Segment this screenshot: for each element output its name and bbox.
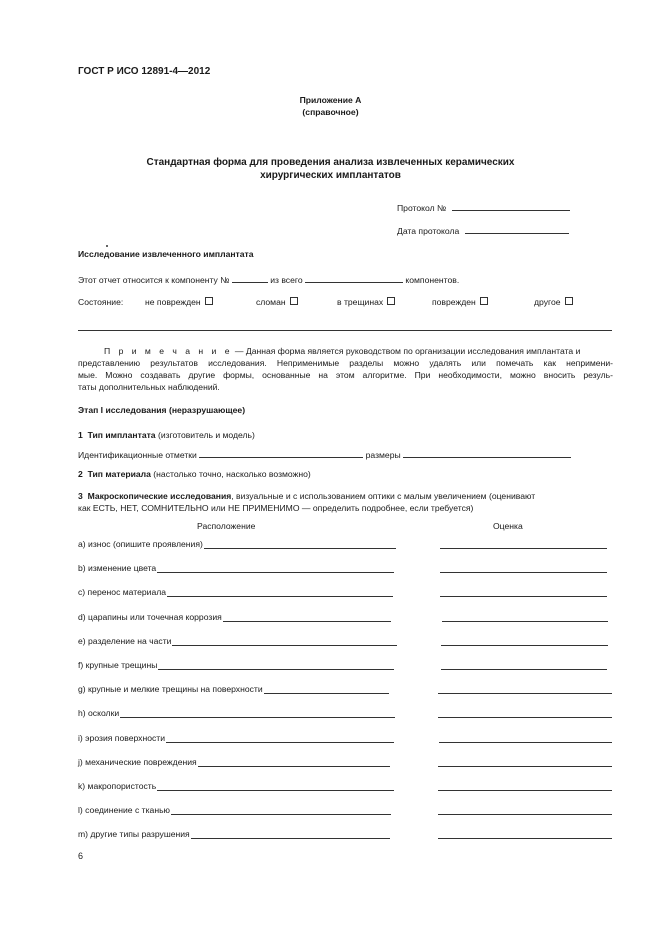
condition-option-cracked[interactable] (337, 297, 395, 307)
section-heading: Исследование извлеченного имплантата (78, 249, 254, 259)
condition-option-label: не поврежден (145, 297, 201, 307)
table-row (78, 660, 618, 672)
checkbox-icon[interactable] (480, 297, 488, 305)
item-1-title: Тип имплантата (87, 430, 156, 440)
component-text-2: из всего (270, 275, 303, 285)
row-label: e) разделение на части (78, 635, 172, 646)
table-row (78, 708, 618, 720)
assessment-blank[interactable] (442, 621, 608, 622)
table-row (78, 829, 618, 841)
form-title-line2: хирургических имплантатов (260, 170, 401, 181)
row-label: c) перенос материала (78, 587, 167, 598)
component-total-blank[interactable] (305, 273, 403, 283)
assessment-blank[interactable] (438, 717, 612, 718)
note-text-1: — Данная форма является руководством по организации исследования имплантата и (232, 346, 581, 356)
assessment-blank[interactable] (438, 838, 612, 839)
assessment-blank[interactable] (440, 572, 607, 573)
protocol-number-label: Протокол № (397, 203, 447, 213)
protocol-number-field[interactable] (397, 201, 570, 213)
document-id: ГОСТ Р ИСО 12891-4—2012 (78, 66, 211, 77)
condition-option-label: сломан (256, 297, 286, 307)
row-label: g) крупные и мелкие трещины на поверхности (78, 684, 263, 695)
assessment-blank[interactable] (440, 596, 607, 597)
item-1-desc: (изготовитель и модель) (155, 430, 255, 440)
row-label: l) соединение с тканью (78, 805, 170, 816)
table-row (78, 781, 618, 793)
condition-option-label: другое (534, 297, 561, 307)
table-row (78, 757, 618, 769)
item-3-title: Макроскопические исследования (87, 491, 232, 501)
item-2-number: 2 (78, 469, 83, 479)
identification-marks-line (78, 448, 571, 460)
item-3-desc-1: , визуальные и с использованием оптики с малым увеличением (оценивают (231, 491, 536, 501)
component-line (78, 273, 459, 285)
item-3-desc-2: как ЕСТЬ, НЕТ, СОМНИТЕЛЬНО или НЕ ПРИМЕНИМО — определить подробнее, если требуется) (78, 503, 474, 513)
checkbox-icon[interactable] (387, 297, 395, 305)
row-label: k) макропористость (78, 781, 157, 791)
protocol-date-label: Дата протокола (397, 226, 460, 236)
condition-label: Состояние: (78, 297, 124, 307)
checkbox-icon[interactable] (205, 297, 213, 305)
row-label: а) износ (опишите проявления) (78, 539, 203, 549)
condition-option-label: в трещинах (337, 297, 384, 307)
assessment-blank[interactable] (441, 645, 608, 646)
row-label: d) царапины или точечная коррозия (78, 611, 222, 622)
condition-option-label: поврежден (432, 297, 476, 307)
condition-option-intact[interactable] (145, 297, 213, 307)
assessment-blank[interactable] (438, 790, 612, 791)
table-row (78, 612, 618, 624)
note-line-1 (78, 346, 613, 358)
checkbox-icon[interactable] (565, 297, 573, 305)
row-label: b) изменение цвета (78, 563, 157, 574)
note-line-3: мые. Можно создавать другие формы, основанные на этом алгоритме. При необходимости, можно вносить резуль- (78, 370, 613, 380)
assessment-blank[interactable] (439, 742, 612, 743)
item-1 (78, 430, 255, 440)
appendix-subtitle: (справочное) (302, 107, 359, 117)
row-label: f) крупные трещины (78, 660, 158, 670)
row-label: i) эрозия поверхности (78, 732, 166, 743)
form-title-line1: Стандартная форма для проведения анализа извлеченных керамических (146, 157, 515, 168)
table-row (78, 587, 618, 599)
condition-option-broken[interactable] (256, 297, 298, 307)
stage-heading: Этап I исследования (неразрушающее) (78, 405, 246, 415)
page-number: 6 (78, 851, 84, 861)
table-row (78, 539, 618, 551)
assessment-blank[interactable] (441, 669, 607, 670)
identification-marks-label: Идентификационные отметки (78, 450, 197, 460)
row-label: h) осколки (78, 708, 120, 719)
row-label: m) другие типы разрушения (78, 829, 190, 840)
component-text-3: компонентов. (405, 275, 460, 285)
condition-details-blank[interactable] (78, 330, 612, 331)
table-row (78, 684, 618, 696)
table-row (78, 733, 618, 745)
table-row (78, 563, 618, 575)
protocol-date-blank[interactable] (465, 224, 569, 234)
assessment-blank[interactable] (438, 814, 612, 815)
item-2 (78, 469, 311, 479)
note-prefix: П р и м е ч а н и е (104, 346, 233, 356)
checkbox-icon[interactable] (290, 297, 298, 305)
size-blank[interactable] (403, 448, 571, 458)
item-3-number: 3 (78, 491, 83, 501)
item-2-desc: (настолько точно, насколько возможно) (150, 469, 311, 479)
component-text-1: Этот отчет относится к компоненту № (78, 275, 230, 285)
table-row (78, 636, 618, 648)
note-line-4: таты дополнительных наблюдений. (78, 382, 220, 392)
row-label: j) механические повреждения (78, 756, 197, 767)
item-3 (78, 491, 535, 501)
item-1-number: 1 (78, 430, 83, 440)
identification-marks-blank[interactable] (199, 448, 363, 458)
component-number-blank[interactable] (232, 273, 268, 283)
table-row (78, 805, 618, 817)
assessment-blank[interactable] (440, 548, 607, 549)
protocol-number-blank[interactable] (452, 201, 570, 211)
appendix-title: Приложение А (299, 95, 362, 105)
column-location-header: Расположение (197, 521, 256, 531)
protocol-date-field[interactable] (397, 224, 569, 236)
assessment-blank[interactable] (438, 693, 612, 694)
location-blank[interactable] (78, 717, 395, 718)
note-line-2: представлению результатов исследования. Неприменимые разделы можно удалять или помечать как непримени- (78, 358, 613, 368)
column-assessment-header: Оценка (493, 521, 523, 531)
size-label: размеры (365, 450, 401, 460)
stray-dot (106, 245, 108, 247)
assessment-blank[interactable] (438, 766, 612, 767)
item-2-title: Тип материала (87, 469, 151, 479)
condition-option-damaged[interactable] (432, 297, 488, 307)
condition-option-other[interactable] (534, 297, 573, 307)
